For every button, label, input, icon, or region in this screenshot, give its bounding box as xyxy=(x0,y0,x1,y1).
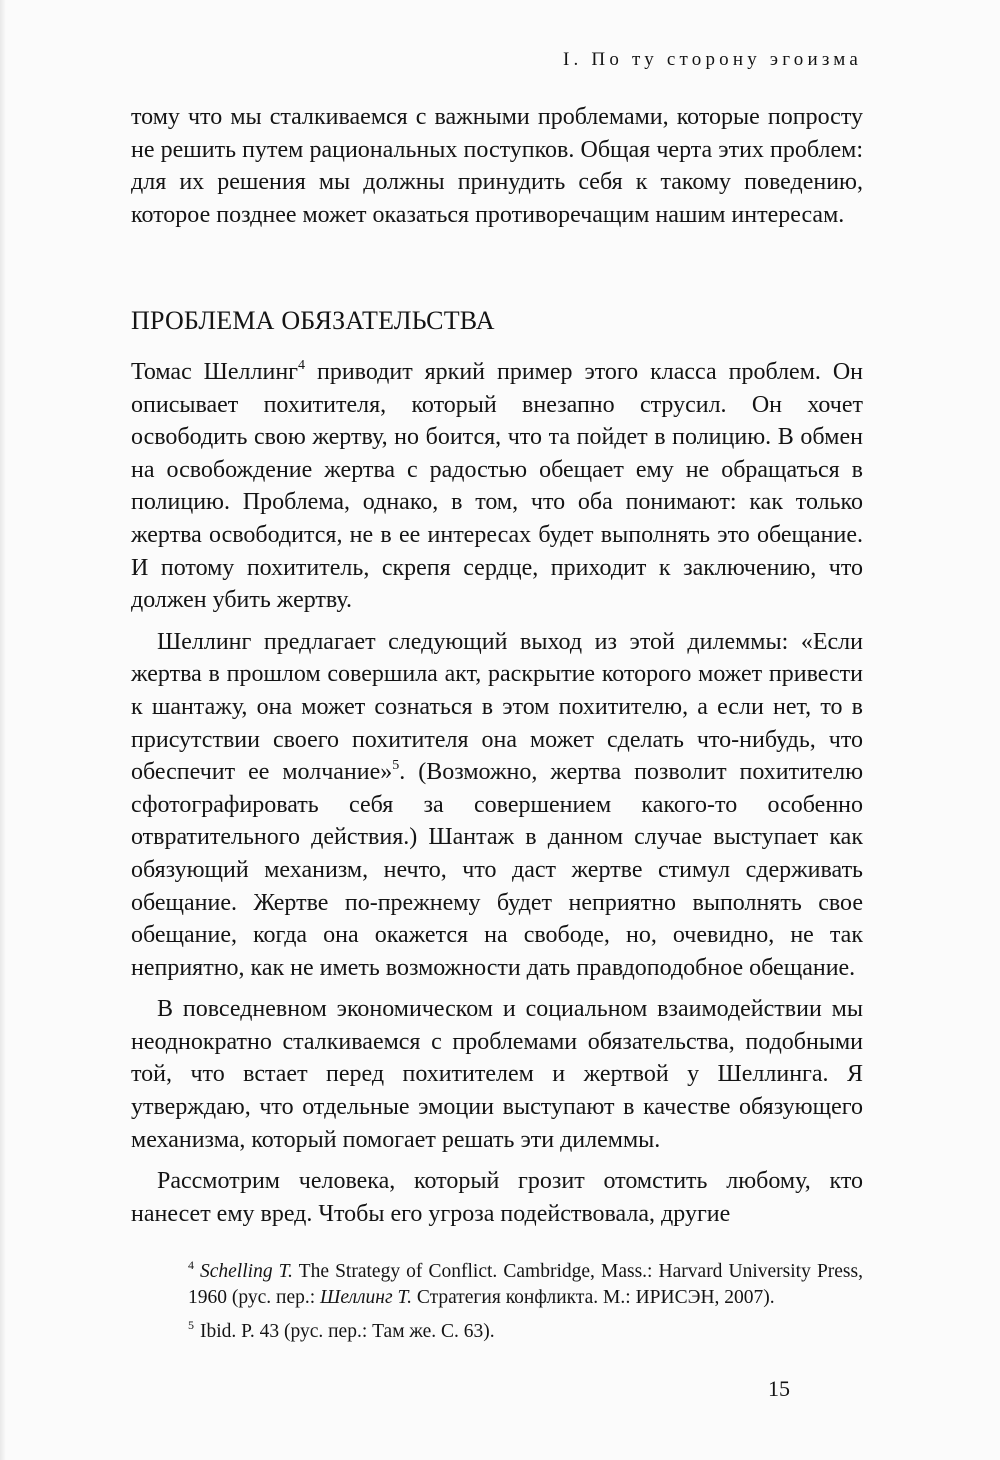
section-heading: ПРОБЛЕМА ОБЯЗАТЕЛЬСТВА xyxy=(131,306,495,335)
paragraph-text: Томас Шеллинг xyxy=(131,359,299,385)
footnote-ref-4: 4 xyxy=(298,358,306,373)
body-paragraph-1 xyxy=(131,356,863,617)
paragraph-text: приводит яркий пример этого класса проблем. Он описывает похитителя, который внезапно струсил. Он хочет освободить свою жертву, но боится, что та пойдет в полицию. В обмен на освобождение жертва с радостью обещает ему не обращаться в полицию. Проблема, однако, в том, что оба понимают: как только жертва освободится, не в ее интересах будет выполнять это обещание. И потому похититель, скрепя сердце, приходит к заключению, что должен убить жертву. xyxy=(131,359,864,614)
body-paragraph-2 xyxy=(131,626,863,985)
running-head: I. По ту сторону эгоизма xyxy=(562,49,862,70)
body-paragraph-3: В повседневном экономическом и социальном взаимодействии мы неоднократно сталкиваемся с проблемами обязательства, подобными той, что встает перед похитителем и жертвой у Шеллинга. Я утверждаю, что отдельные эмоции выступают в качестве обязующего механизма, который помогает решать эти дилеммы. xyxy=(131,996,863,1153)
footnote-text: Стратегия конфликта. М.: ИРИСЭН, 2007). xyxy=(411,1287,775,1308)
footnote-5 xyxy=(188,1319,863,1345)
footnote-mark: 5 xyxy=(188,1318,194,1332)
footnotes xyxy=(188,1259,863,1353)
footnote-4 xyxy=(188,1259,863,1311)
intro-paragraph-block xyxy=(131,101,863,231)
footnote-text: The Strategy of Conflict. Cambridge, Mass.: Harvard University Press, 1960 (рус. пер.: xyxy=(188,1261,863,1308)
footnote-mark: 4 xyxy=(188,1258,194,1272)
body-paragraph-4: Рассмотрим человека, который грозит отомстить любому, кто нанесет ему вред. Чтобы его угроза подействовала, другие xyxy=(131,1168,863,1227)
section-body xyxy=(131,356,863,1230)
intro-paragraph: тому что мы сталкиваемся с важными проблемами, которые попросту не решить путем рациональных поступков. Общая черта этих проблем: для их решения мы должны принудить себя к такому поведению, которое позднее может оказаться противоречащим нашим интересам. xyxy=(131,104,863,228)
page-number: 15 xyxy=(768,1376,790,1401)
page-edge-shadow xyxy=(0,0,6,1460)
footnote-ref-5: 5 xyxy=(392,758,400,774)
footnote-author-ru: Шеллинг Т. xyxy=(320,1287,412,1308)
paragraph-text: Шеллинг предлагает следующий выход из этой дилеммы: «Если жертва в прошлом совершила акт, раскрытие которого может привести к шантажу, она может сознаться в этом похитителю, а если нет, то в присутствии своего похитителя она может сделать что-нибудь, что обеспечит ее молчание» xyxy=(131,628,863,786)
footnote-text: Ibid. P. 43 (рус. пер.: Там же. С. 63). xyxy=(200,1321,495,1342)
footnote-author: Schelling T. xyxy=(200,1261,293,1282)
paragraph-text: . (Возможно, жертва позволит похитителю сфотографировать себя за совершением какого-то особенно отвратительного действия.) Шантаж в данном случае выступает как обязующий механизм, нечто, что даст жертве стимул сдерживать обещание. Жертве по-прежнему будет неприятно выполнять свое обещание, когда она окажется на свободе, но, очевидно, не так неприятно, как не иметь возможности дать правдоподобное обещание. xyxy=(131,759,863,981)
